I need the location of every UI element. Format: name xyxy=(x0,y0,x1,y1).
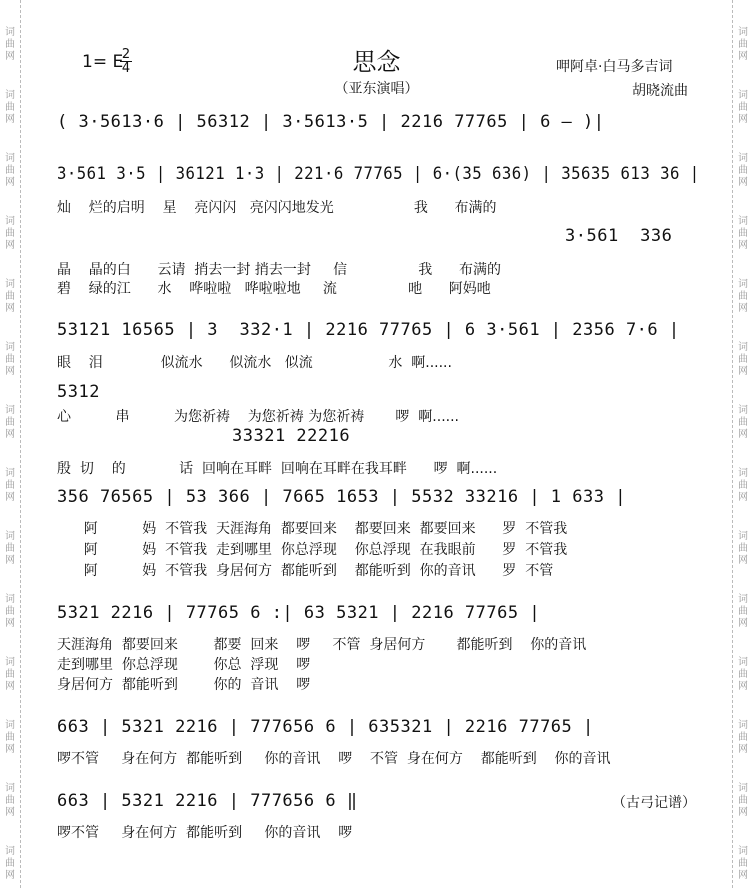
watermark-char: 网 xyxy=(5,51,15,62)
watermark-char: 曲 xyxy=(5,228,15,239)
watermark-char: 曲 xyxy=(738,165,748,176)
watermark-char: 网 xyxy=(738,366,748,377)
watermark-char: 词 xyxy=(738,279,748,290)
watermark-group xyxy=(5,657,15,693)
watermark-group xyxy=(738,153,748,189)
watermark-group xyxy=(738,468,748,504)
watermark-char: 词 xyxy=(738,594,748,605)
watermark-char: 词 xyxy=(738,405,748,416)
watermark-char: 网 xyxy=(738,429,748,440)
lyric-line: 阿 妈 不管我 天涯海角 都要回来 都要回来 都要回来 罗 不管我 xyxy=(57,521,568,537)
lyric-line: 啰不管 身在何方 都能听到 你的音讯 啰 xyxy=(57,825,353,841)
watermark-char: 曲 xyxy=(5,102,15,113)
watermark-char: 曲 xyxy=(738,228,748,239)
watermark-char: 网 xyxy=(738,807,748,818)
notation-line: ( 3·5613·6 | 56312 | 3·5613·5 | 2216 77765 | 6 – )| xyxy=(57,112,605,132)
watermark-char: 词 xyxy=(738,342,748,353)
watermark-char: 曲 xyxy=(738,543,748,554)
watermark-char: 曲 xyxy=(738,858,748,869)
watermark-group xyxy=(5,720,15,756)
watermark-char: 网 xyxy=(738,240,748,251)
lyric-line: 心 串 为您祈祷 为您祈祷 为您祈祷 啰 啊...... xyxy=(57,409,460,425)
watermark-char: 词 xyxy=(5,342,15,353)
watermark-group xyxy=(5,405,15,441)
song-title: 思念 xyxy=(352,48,401,76)
singer-note: （亚东演唱） xyxy=(334,81,419,97)
watermark-char: 网 xyxy=(738,870,748,881)
watermark-char: 词 xyxy=(738,783,748,794)
watermark-char: 词 xyxy=(738,216,748,227)
watermark-char: 词 xyxy=(5,405,15,416)
watermark-char: 网 xyxy=(738,303,748,314)
watermark-char: 网 xyxy=(5,240,15,251)
composer-credit: 胡晓流曲 xyxy=(632,83,688,99)
watermark-char: 曲 xyxy=(5,291,15,302)
watermark-char: 曲 xyxy=(5,39,15,50)
lyric-line: 灿 烂的启明 星 亮闪闪 亮闪闪地发光 我 布满的 xyxy=(57,200,497,216)
watermark-char: 网 xyxy=(5,177,15,188)
watermark-char: 词 xyxy=(5,90,15,101)
watermark-char: 词 xyxy=(738,90,748,101)
watermark-char: 网 xyxy=(5,555,15,566)
lyric-line: 碧 绿的江 水 哗啦啦 哗啦啦地 流 吔 阿妈吔 xyxy=(57,281,491,297)
watermark-char: 网 xyxy=(738,177,748,188)
watermark-char: 词 xyxy=(5,468,15,479)
watermark-char: 曲 xyxy=(5,165,15,176)
watermark-group xyxy=(738,657,748,693)
watermark-char: 曲 xyxy=(738,606,748,617)
watermark-char: 网 xyxy=(5,429,15,440)
watermark-char: 词 xyxy=(5,153,15,164)
watermark-char: 词 xyxy=(5,720,15,731)
notation-line: 3·561 3·5 | 36121 1·3 | 221·6 77765 | 6·(35 636) | 35635 613 36 | xyxy=(57,164,700,184)
watermark-char: 网 xyxy=(5,618,15,629)
notation-line: 53121 16565 | 3 332·1 | 2216 77765 | 6 3·561 | 2356 7·6 | xyxy=(57,320,680,340)
watermark-char: 网 xyxy=(5,303,15,314)
watermark-group xyxy=(738,783,748,819)
watermark-char: 网 xyxy=(5,870,15,881)
watermark-char: 网 xyxy=(738,492,748,503)
lyric-line: 阿 妈 不管我 身居何方 都能听到 都能听到 你的音讯 罗 不管 xyxy=(57,563,554,579)
watermark-char: 曲 xyxy=(738,354,748,365)
time-signature-bottom: 4 xyxy=(121,61,131,76)
watermark-char: 词 xyxy=(5,846,15,857)
watermark-group xyxy=(738,846,748,882)
watermark-char: 词 xyxy=(5,657,15,668)
watermark-char: 词 xyxy=(5,783,15,794)
watermark-char: 网 xyxy=(5,807,15,818)
time-signature-top: 2 xyxy=(121,47,131,62)
watermark-char: 曲 xyxy=(5,858,15,869)
lyric-line: 啰不管 身在何方 都能听到 你的音讯 啰 不管 身在何方 都能听到 你的音讯 xyxy=(57,751,611,767)
watermark-char: 词 xyxy=(738,846,748,857)
watermark-group xyxy=(738,342,748,378)
watermark-char: 网 xyxy=(5,681,15,692)
watermark-char: 曲 xyxy=(738,732,748,743)
watermark-group xyxy=(738,531,748,567)
watermark-group xyxy=(738,594,748,630)
watermark-char: 曲 xyxy=(5,480,15,491)
watermark-char: 曲 xyxy=(738,669,748,680)
lyric-line: 眼 泪 似流水 似流水 似流 水 啊...... xyxy=(57,355,452,371)
watermark-char: 词 xyxy=(5,594,15,605)
watermark-char: 网 xyxy=(5,744,15,755)
lyric-line: 天涯海角 都要回来 都要 回来 啰 不管 身居何方 都能听到 你的音讯 xyxy=(57,637,587,653)
watermark-group xyxy=(738,279,748,315)
lyric-line: 走到哪里 你总浮现 你总 浮现 啰 xyxy=(57,657,311,673)
watermark-char: 曲 xyxy=(738,39,748,50)
notation-line: 356 76565 | 53 366 | 7665 1653 | 5532 33216 | 1 633 | xyxy=(57,487,626,507)
notation-line: 5321 2216 | 77765 6 :| 63 5321 | 2216 77765 | xyxy=(57,603,541,623)
watermark-char: 词 xyxy=(738,27,748,38)
watermark-char: 词 xyxy=(738,531,748,542)
notation-line: 3·561 336 xyxy=(565,226,673,246)
lyric-line: 阿 妈 不管我 走到哪里 你总浮现 你总浮现 在我眼前 罗 不管我 xyxy=(57,542,568,558)
watermark-char: 网 xyxy=(738,618,748,629)
watermark-char: 曲 xyxy=(5,606,15,617)
watermark-char: 词 xyxy=(5,27,15,38)
watermark-char: 曲 xyxy=(738,417,748,428)
watermark-char: 网 xyxy=(738,51,748,62)
transcriber-credit: （古弓记谱） xyxy=(612,795,696,811)
watermark-char: 网 xyxy=(5,492,15,503)
notation-line: 33321 22216 xyxy=(232,426,351,446)
watermark-char: 曲 xyxy=(738,102,748,113)
watermark-group xyxy=(5,216,15,252)
lyric-line: 殷 切 的 话 回响在耳畔 回响在耳畔在我耳畔 啰 啊...... xyxy=(57,461,498,477)
watermark-group xyxy=(5,342,15,378)
notation-line: 663 | 5321 2216 | 777656 6 ‖ xyxy=(57,791,358,811)
watermark-group xyxy=(5,594,15,630)
watermark-char: 词 xyxy=(738,720,748,731)
watermark-group xyxy=(5,783,15,819)
watermark-char: 曲 xyxy=(738,480,748,491)
lyric-line: 身居何方 都能听到 你的 音讯 啰 xyxy=(57,677,311,693)
watermark-char: 词 xyxy=(738,468,748,479)
watermark-char: 网 xyxy=(738,114,748,125)
watermark-char: 网 xyxy=(5,114,15,125)
notation-line: 5312 xyxy=(57,382,100,402)
watermark-group xyxy=(5,468,15,504)
right-margin-watermark xyxy=(732,0,753,888)
watermark-char: 曲 xyxy=(738,795,748,806)
watermark-group xyxy=(738,720,748,756)
watermark-char: 曲 xyxy=(5,354,15,365)
notation-line: 663 | 5321 2216 | 777656 6 | 635321 | 2216 77765 | xyxy=(57,717,594,737)
watermark-group xyxy=(738,216,748,252)
watermark-char: 词 xyxy=(738,657,748,668)
watermark-char: 曲 xyxy=(738,291,748,302)
watermark-char: 网 xyxy=(738,744,748,755)
watermark-char: 网 xyxy=(738,555,748,566)
watermark-char: 曲 xyxy=(5,732,15,743)
left-margin-watermark xyxy=(0,0,21,888)
watermark-group xyxy=(5,846,15,882)
watermark-char: 曲 xyxy=(5,669,15,680)
watermark-group xyxy=(5,153,15,189)
watermark-group xyxy=(5,531,15,567)
watermark-group xyxy=(738,405,748,441)
watermark-char: 词 xyxy=(5,531,15,542)
watermark-char: 网 xyxy=(738,681,748,692)
watermark-char: 曲 xyxy=(5,543,15,554)
lyricist-credit: 呷阿卓·白马多吉词 xyxy=(556,59,673,75)
watermark-char: 网 xyxy=(5,366,15,377)
watermark-char: 曲 xyxy=(5,795,15,806)
watermark-char: 曲 xyxy=(5,417,15,428)
watermark-char: 词 xyxy=(5,279,15,290)
watermark-char: 词 xyxy=(5,216,15,227)
watermark-group xyxy=(5,279,15,315)
watermark-char: 词 xyxy=(738,153,748,164)
key-signature: 1= E xyxy=(82,52,124,72)
lyric-line: 晶 晶的白 云请 捎去一封 捎去一封 信 我 布满的 xyxy=(57,262,502,278)
